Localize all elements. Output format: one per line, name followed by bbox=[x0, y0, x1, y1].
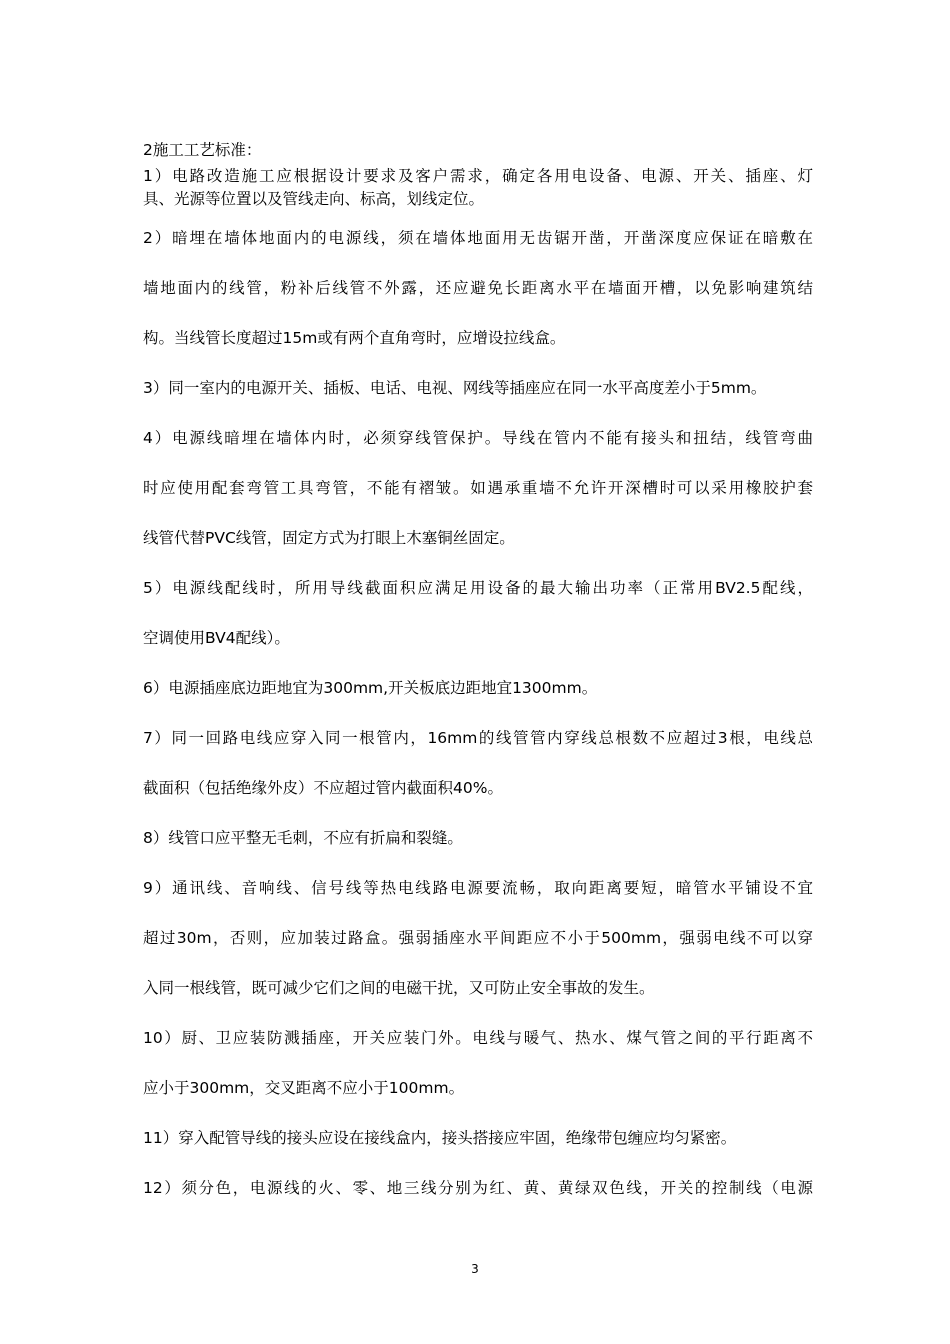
text-line: 墙地面内的线管，粉补后线管不外露，还应避免长距离水平在墙面开槽，以免影响建筑结 bbox=[143, 279, 813, 297]
text-line: 入同一根线管，既可减少它们之间的电磁干扰，又可防止安全事故的发生。 bbox=[143, 979, 655, 997]
text-line: 截面积（包括绝缘外皮）不应超过管内截面积40%。 bbox=[143, 779, 503, 797]
text-line: 超过30m，否则，应加装过路盒。强弱插座水平间距应不小于500mm，强弱电线不可以穿 bbox=[143, 929, 813, 947]
text-line: 9）通讯线、音响线、信号线等热电线路电源要流畅，取向距离要短，暗管水平铺设不宜 bbox=[143, 879, 813, 897]
text-line: 7）同一回路电线应穿入同一根管内，16mm的线管管内穿线总根数不应超过3根，电线总 bbox=[143, 729, 813, 747]
text-line: 8）线管口应平整无毛刺，不应有折扁和裂缝。 bbox=[143, 829, 463, 847]
text-line: 线管代替PVC线管，固定方式为打眼上木塞铜丝固定。 bbox=[143, 529, 515, 547]
text-line: 具、光源等位置以及管线走向、标高，划线定位。 bbox=[143, 190, 485, 208]
text-line: 1）电路改造施工应根据设计要求及客户需求，确定各用电设备、电源、开关、插座、灯 bbox=[143, 167, 813, 185]
text-line: 应小于300mm，交叉距离不应小于100mm。 bbox=[143, 1079, 465, 1097]
text-line: 构。当线管长度超过15m或有两个直角弯时，应增设拉线盒。 bbox=[143, 329, 566, 347]
text-line: 5）电源线配线时，所用导线截面积应满足用设备的最大输出功率（正常用BV2.5配线， bbox=[143, 579, 813, 597]
section-heading: 2施工工艺标准： bbox=[143, 141, 262, 159]
text-line: 11）穿入配管导线的接头应设在接线盒内，接头搭接应牢固，绝缘带包缠应均匀紧密。 bbox=[143, 1129, 737, 1147]
page-number: 3 bbox=[471, 1262, 479, 1276]
text-line: 10）厨、卫应装防溅插座，开关应装门外。电线与暖气、热水、煤气管之间的平行距离不 bbox=[143, 1029, 813, 1047]
text-line: 3）同一室内的电源开关、插板、电话、电视、网线等插座应在同一水平高度差小于5mm。 bbox=[143, 379, 767, 397]
text-line: 时应使用配套弯管工具弯管，不能有褶皱。如遇承重墙不允许开深槽时可以采用橡胶护套 bbox=[143, 479, 813, 497]
text-line: 2）暗埋在墙体地面内的电源线，须在墙体地面用无齿锯开凿，开凿深度应保证在暗敷在 bbox=[143, 229, 813, 247]
text-line: 6）电源插座底边距地宜为300mm,开关板底边距地宜1300mm。 bbox=[143, 679, 598, 697]
text-line: 4）电源线暗埋在墙体内时，必须穿线管保护。导线在管内不能有接头和扭结，线管弯曲 bbox=[143, 429, 813, 447]
text-line: 空调使用BV4配线）。 bbox=[143, 629, 290, 647]
text-line: 12）须分色，电源线的火、零、地三线分别为红、黄、黄绿双色线，开关的控制线（电源 bbox=[143, 1179, 813, 1197]
